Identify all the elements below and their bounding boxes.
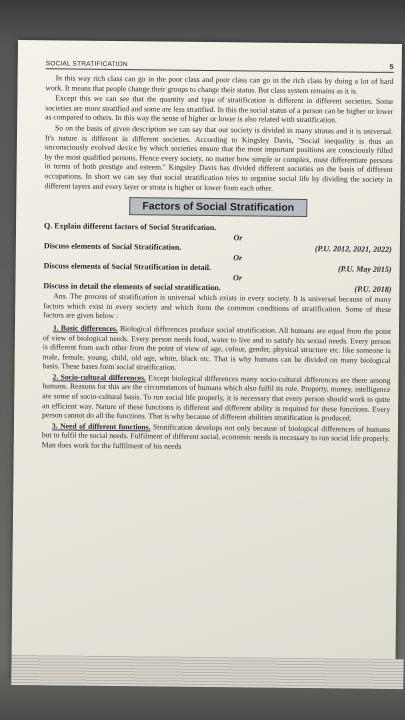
- point-title: 1. Basic differences.: [52, 323, 118, 333]
- point-title: 3. Need of different functions.: [51, 421, 151, 432]
- point-title: 2. Socio-cultural differences.: [52, 372, 146, 383]
- point-3: [42, 421, 390, 453]
- intro-paragraph-2: Except this we can see that the quantity and type of stratification is different in different societies. Some societies are more stratified and some are less stratified. In this the social status of a person can be higher or lower as compared to others. In this way the sense of higher or lower is also related with stratification.: [45, 93, 394, 125]
- chapter-title: SOCIAL STRATIFICATION: [45, 60, 128, 69]
- point-1: [43, 323, 391, 375]
- section-heading: Factors of Social Stratification: [129, 197, 307, 217]
- or-separator: Or: [233, 233, 243, 243]
- running-header: [46, 60, 394, 73]
- point-body: Except biological differences many socio-cultural differences are there among humans. Reasons for this are the circumstances of humans which also fulfil its role. Property, money, intelligence are some of socio-cultural basis. To run social life properly, it is necessary that every person should work in quite an efficient way. Nature of these functions is different and different ability is required for these functions. Every person cannot do all the functions. That is why because of different abilities stratification is produced.: [42, 373, 391, 423]
- page-stack-edge: [11, 655, 403, 689]
- question-source: (P.U. 2012, 2021, 2022): [314, 244, 392, 255]
- question-text: Q. Explain different factors of Social Stratifcation.: [44, 221, 217, 233]
- intro-paragraph-3: So on the basis of given description we can say that our society is divided in many stratas and it is universal. It's nature is different in different societies. According to Kingsley Davis, ''Social inequality is thus an unconsciously evolved device by which societies ensure that the most important positions are consciously filled by the most qualified persons. Hence every society, no matter how simple or complex, must differentiate persons in terms of both prestige and esteem.'' Kingsley Davis has divided different societies on the basis of different occupations. In short we can say that social stratification tries to organise social life by dividing the society in different layers and every layer or strata is higher or lower from each other.: [44, 123, 394, 193]
- or-separator: Or: [233, 273, 243, 283]
- or-separator: Or: [233, 253, 243, 263]
- question-text: Discuss elements of Social Stratification in detail.: [43, 261, 212, 273]
- intro-paragraph-1: In this way rich class can go in the poor class and poor class can go in the rich class by doing a lot of hard work. It means that people change their groups to change their status. But class system remains as it is.: [45, 73, 394, 96]
- question-text: Discuss in detail the elements of social stratification.: [43, 281, 221, 293]
- question-text: Discuss elements of Social Stratification.: [43, 241, 182, 252]
- answer-paragraph: Ans. The process of stratification is universal which exists in every society. It is universal because of many factors which exist in every society and which form the common conditions of stratification. Some of these factors are given below :: [43, 291, 392, 321]
- book-page: [11, 40, 402, 684]
- page-number: 5: [389, 63, 394, 71]
- question-source: (P.U. May 2015): [337, 264, 392, 275]
- point-2: [42, 372, 390, 424]
- page-content: [42, 60, 394, 454]
- point-body: Biological differences produce social stratification. All humans are equal from the point of view of biological needs. Every person needs food, water to live and to satisfy his sexual needs. Every person is different from each other from the point of view of age, colour, gender, physical structure etc. like someone is male, female, young, child, old age, white, black etc. That is why humans can be divided on many biological basis. These bases form social stratification.: [42, 323, 392, 372]
- point-body: Stratification develops not only because of biological differences of humans but to fulfil the social needs. Fulfilment of different social, economic needs is necessary to run social life properly. Man does work for the fulfilment of his needs: [41, 422, 390, 451]
- question-source: (P.U. 2018): [354, 284, 392, 295]
